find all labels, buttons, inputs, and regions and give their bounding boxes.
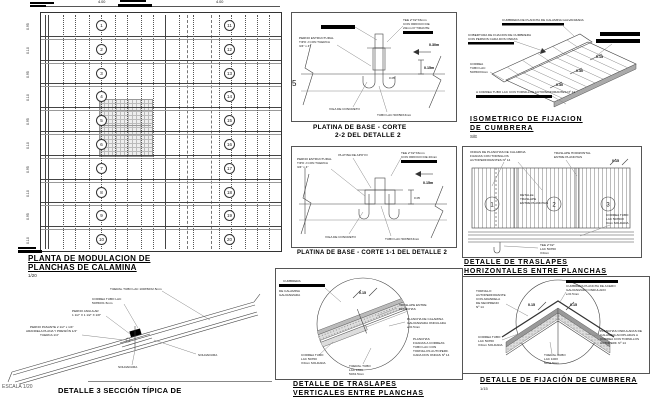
plan-left-dim: 0.10 <box>26 237 30 245</box>
left-hatch-band <box>506 313 558 353</box>
label-tubo: TUBO LAC 50X50X3mm <box>377 113 412 117</box>
plan-sheet-number: 2 <box>96 44 107 55</box>
label-correa: CORREA TUBO <box>478 335 501 339</box>
leader-line <box>387 26 403 42</box>
label-correa: X3mm SOLDADA <box>478 343 503 347</box>
j-bolt-right <box>389 194 399 219</box>
leader-line <box>337 45 371 66</box>
label-tornillo: AUTOPERFORANTE <box>476 293 506 297</box>
plan-fastener-row <box>115 15 116 249</box>
traslv-title-line1: DETALLE DE TRASLAPES <box>293 381 397 388</box>
label-tee: X3mm <box>540 251 549 255</box>
dim-tick <box>622 159 628 165</box>
dim-005: 0.05 <box>414 196 421 200</box>
dim-015-right: 0.15 <box>570 303 577 307</box>
label-tee: TEE 2"X2"X3mm <box>401 151 425 155</box>
label-tijeral: 50X2.5mm <box>544 361 559 365</box>
label-angular: 1 1/2" X 1 1/2" X 1/8" <box>72 313 101 317</box>
label-tijeral: LAC 100X <box>349 368 364 372</box>
label-traslape: ENTRE PLANCHAS <box>554 155 583 159</box>
redacted-label-bar <box>279 284 325 287</box>
leader-line <box>381 206 391 236</box>
label-tubo: TUBO LAC 50X50X3mm <box>385 237 420 241</box>
redacted-label-bar <box>401 160 437 163</box>
plan-fastener-row <box>269 15 270 249</box>
label-platina: PLATINA DE APOYO <box>338 153 368 157</box>
dim-015: 0.15m <box>424 66 435 70</box>
label-angular: PERNO ANGULAR <box>72 309 99 313</box>
label-cumbrera2: DE CALAMINA <box>279 289 300 293</box>
hook-bolt <box>494 242 500 253</box>
plan-fastener-row <box>153 15 154 249</box>
plan-sheet-number: 19 <box>224 210 235 221</box>
north-flag-icon <box>413 49 419 55</box>
plan-fastener-row <box>89 15 90 249</box>
isometrico-drawing <box>462 10 646 112</box>
label-detalle: DETALLE <box>520 193 534 197</box>
label-fijacion: A CORREA TUBO LAC CON TORNILLOS AUTOPERFORANTES Nº 14 <box>476 90 576 94</box>
arrowhead <box>540 48 546 54</box>
redacted-label-bar <box>468 42 514 45</box>
redacted-label-bar <box>120 0 146 2</box>
leader-line <box>132 350 135 365</box>
plan-title-line1: PLANTA DE MODULACION DE <box>28 254 151 263</box>
leader-line <box>562 25 574 36</box>
label-correa: CORREA TUBO <box>301 353 324 357</box>
dim-015: 0.15m <box>423 181 434 185</box>
north-flag-icon <box>415 171 421 177</box>
leader-line <box>391 158 401 176</box>
break-line <box>431 186 443 238</box>
leader-line <box>162 291 210 320</box>
redacted-label-bar <box>596 39 640 43</box>
plan-fastener-row <box>127 15 128 249</box>
label-perno: TIPO J CON TUERCA <box>299 40 330 44</box>
panel-traslapes-verticales <box>275 268 463 400</box>
label-perno: 3/4" x 4" <box>297 165 309 169</box>
tube-stub <box>375 34 383 48</box>
label-fijadas: FIJADAS A CORREAS <box>413 341 445 345</box>
label-correa: LAC 50X50 <box>301 357 317 361</box>
label-fijadas: PLANCHAS <box>413 337 430 341</box>
label-planchas: CORREA CON TORNILLOS <box>600 337 640 341</box>
detalle3-title: DETALLE 3 SECCIÓN TÍPICA DE <box>58 386 182 395</box>
label-ondas: ONDAS DE PLANCHAS DE CALAMINA <box>470 150 526 154</box>
label-tee: CON ORIFICIO DE <box>403 22 430 26</box>
label-tijeral: TIJERAL TUBO <box>349 364 371 368</box>
left-sheet <box>506 308 558 347</box>
label-pasante: ARANDELA PLANA Y PRESIÓN 1/4" <box>26 329 78 333</box>
break-line <box>303 44 313 105</box>
sheet-number: 2 <box>552 202 556 209</box>
label-perno: PERNO ESTRUCTURAL <box>297 157 332 161</box>
plan-sheet-number: 6 <box>96 139 107 150</box>
label-traslape: TRASLAPE ENTRE <box>399 303 427 307</box>
tijeral-chord-line <box>15 312 257 382</box>
leader-line <box>389 322 405 326</box>
plan-sheet-number: 3 <box>96 68 107 79</box>
traslv-title-line2: VERTICALES ENTRE PLANCHAS <box>293 390 424 397</box>
plan-top-dim-1: 4.00 <box>98 0 106 4</box>
label-tee: TEE 2"X2" <box>540 243 555 247</box>
ridge-cap-dividers <box>507 40 579 75</box>
plan-sheet-number: 20 <box>224 234 235 245</box>
label-tornillo: CON ARANDELA <box>476 297 501 301</box>
leader-line <box>363 348 371 364</box>
panel-corte-2-2 <box>291 12 457 144</box>
label-cumbrera: GALVANIZADO ONDULADO <box>566 288 606 292</box>
label-cumbrera: e=0.5mm <box>566 292 579 296</box>
sheet-number: 1 <box>490 202 494 209</box>
label-viga: VIGA DE CONCRETO <box>329 107 360 111</box>
leader-line <box>490 72 504 80</box>
label-correa: LAC 50X50 <box>478 339 494 343</box>
base-plate <box>365 190 375 204</box>
label-fijadas: TUBO LAC CON <box>413 345 437 349</box>
label-tee: LAC 50X50 <box>540 247 556 251</box>
plan-top-dim-2: 4.00 <box>216 0 224 4</box>
label-cobertura: COBERTURA DE FIJACION DE CUMBRERA <box>468 33 532 37</box>
dim-015: 0.15 <box>612 159 619 163</box>
isometrico-title-line2: DE CUMBRERA <box>470 125 534 132</box>
frame-rule <box>88 381 272 382</box>
panel-detalle-3 <box>2 280 272 400</box>
label-tee: TEE 2"X2"X3mm <box>403 18 427 22</box>
plan-sheet-number: 14 <box>224 91 235 102</box>
label-correa: X3mm SOLDADA <box>301 361 326 365</box>
plan-left-dim: 0.95 <box>26 23 30 30</box>
sheet-number: 3 <box>606 202 610 209</box>
panel-fijacion-cumbrera <box>462 276 650 400</box>
plan-left-dim: 0.95 <box>26 70 30 78</box>
leader-line <box>504 246 538 248</box>
plan-fastener-row <box>75 15 76 249</box>
j-bolt-left <box>359 194 369 219</box>
dim-030: 0.30 <box>576 69 583 73</box>
plan-left-dim: 0.95 <box>26 118 30 126</box>
label-perno: TIPO J CON TUERCA <box>297 161 328 165</box>
label-planchas: CALAMINA ACOPLADAS A <box>600 333 638 337</box>
label-detalle: TRASLAPE <box>520 197 537 201</box>
leader-line <box>514 41 546 52</box>
label-cumbrera: CUMBRERA DE PLANCHA DE CALAMINA GALVANIZADA <box>502 18 584 22</box>
redacted-label-bar <box>30 2 54 4</box>
isometrico-title-line1: ISOMETRICO DE FIJACION <box>470 116 583 123</box>
label-pasante: PERNO PASANTE 2 1/2" x 1/4" <box>30 325 74 329</box>
break-line <box>429 56 441 108</box>
label-cumbrera2: GALVANIZADA <box>279 293 301 297</box>
redacted-label-bar <box>476 95 552 98</box>
panel-plan <box>26 0 284 280</box>
leader-line <box>560 292 566 302</box>
redacted-label-bar <box>18 250 42 253</box>
corte22-drawing <box>291 12 455 120</box>
label-detalle: ENTRE PLANCHAS <box>520 201 549 205</box>
plan-sheet-number: 10 <box>96 234 107 245</box>
label-perno: PERNO ESTRUCTURAL <box>299 36 334 40</box>
redacted-label-bar <box>30 5 46 7</box>
label-fijadas: TORNILLOS AUTOPERF. <box>413 349 449 353</box>
tube-stub <box>375 178 385 190</box>
plan-sheet-number: 7 <box>96 163 107 174</box>
label-tee: 20mm P/ TIRANTE <box>403 26 430 30</box>
plan-fastener-row <box>141 15 142 249</box>
correa-section-block <box>129 328 141 337</box>
label-correa: CORREA TUBO LAC <box>92 297 122 301</box>
label-plancha: GALVANIZADA ONDULADA <box>407 321 447 325</box>
plan-left-dim: 0.95 <box>26 165 30 173</box>
plan-scale: 1/20 <box>28 273 37 278</box>
label-tornillo: TORNILLO <box>476 289 492 293</box>
plan-top-dim-line <box>40 6 280 7</box>
label-tijeral: LAC 100X <box>544 357 559 361</box>
label-ondas: AUTOPERFORANTES Nº 14 <box>470 158 511 162</box>
corte11-drawing <box>291 146 455 246</box>
plan-left-dim: 0.10 <box>26 142 30 149</box>
label-correa: 50X50X3mm <box>470 70 488 74</box>
redacted-label-bar <box>18 247 36 249</box>
plan-fastener-row <box>179 15 180 249</box>
base-plate <box>385 190 395 204</box>
fijacion-drawing <box>462 276 648 372</box>
label-correa: LAC 50X50X <box>606 217 624 221</box>
fijacion-scale: 1/15 <box>480 386 488 391</box>
panel-corte-1-1 <box>291 146 457 266</box>
label-tijeral: 50X2.5mm <box>349 372 364 376</box>
label-correa: TUBO LAC <box>470 66 486 70</box>
plan-fastener-row <box>219 15 220 249</box>
redacted-label-bar <box>502 23 564 26</box>
plan-sheet-number: 15 <box>224 115 235 126</box>
plan-grid <box>40 12 282 252</box>
plan-sheet-number: 18 <box>224 187 235 198</box>
label-correa: 3mm SOLDADA <box>606 221 629 225</box>
redacted-label-bar <box>321 25 355 29</box>
detalle3-escala: ESCALA 1/20 <box>2 384 33 390</box>
label-traslape: TRASLAPE HORIZONTAL <box>554 151 591 155</box>
redacted-label-bar <box>566 280 618 283</box>
plan-left-dim: 0.95 <box>26 213 30 221</box>
leader-line <box>124 304 138 328</box>
label-cumbrera: CUMBRERA PLANCHA DE ACERO <box>566 284 616 288</box>
traslh-drawing <box>462 146 640 256</box>
traslv-drawing <box>275 268 461 378</box>
leader-line <box>106 316 130 334</box>
plan-sheet-number: 16 <box>224 139 235 150</box>
leader-line <box>355 27 377 40</box>
label-ondas: FIJADAS CON TORNILLOS <box>470 154 509 158</box>
plan-sheet-number: 17 <box>224 163 235 174</box>
dim-015-left: 0.15 <box>528 303 535 307</box>
plan-sheet-number: 11 <box>224 20 235 31</box>
plan-sheet-number: 8 <box>96 187 107 198</box>
label-correa: CORREA TUBO <box>606 213 629 217</box>
leader-line <box>349 212 363 234</box>
plan-sheet-number: 4 <box>96 91 107 102</box>
leader-line <box>379 86 387 112</box>
dim-015: 0.15 <box>359 291 366 295</box>
label-tornillo: DE NEOPRENO <box>476 301 499 305</box>
label-perno: 3/4" x 4" <box>299 44 311 48</box>
fijacion-title: DETALLE DE FIJACIÓN DE CUMBRERA <box>480 377 638 384</box>
label-plancha: e=0.5mm <box>407 325 420 329</box>
plan-title-line2: PLANCHAS DE CALAMINA <box>28 263 137 272</box>
label-cobertura: CON PERNOS CADA DOS ONDAS <box>468 37 518 41</box>
corte11-title: PLATINA DE BASE - CORTE 1-1 DEL DETALLE 2 <box>297 250 448 256</box>
label-viga: VIGA DE CONCRETO <box>325 235 356 239</box>
label-correa: CORREA <box>470 62 484 66</box>
leader-line <box>353 158 371 188</box>
label-traslape: PLANCHAS <box>399 307 416 311</box>
plan-sheet-number: 1 <box>96 20 107 31</box>
redacted-label-bar <box>403 31 433 34</box>
plan-sheet-number: 12 <box>224 44 235 55</box>
plan-left-dim: 0.10 <box>26 94 30 102</box>
label-cumbrera: CUMBRERA <box>283 279 301 283</box>
edge-number: 5 <box>292 79 297 88</box>
detalle3-drawing <box>2 280 272 384</box>
corte22-title-line2: 2-2 DEL DETALLE 2 <box>335 132 401 139</box>
plan-hatch-divider <box>99 125 151 126</box>
dim-tick <box>369 288 377 296</box>
dim-030: 0.30 <box>556 83 563 87</box>
plan-sheet-number: 5 <box>96 115 107 126</box>
plan-fastener-row <box>193 15 194 249</box>
plan-fastener-row <box>257 15 258 249</box>
leader-line <box>82 335 124 340</box>
plan-sheet-number: 13 <box>224 68 235 79</box>
label-soldadura: SOLDADURA <box>198 353 218 357</box>
label-tijeral: TIJERAL TUBO <box>544 353 566 357</box>
label-pasante: TUERCA 1/4" <box>40 333 59 337</box>
label-planchas: PLANCHAS ONDULADAS DE <box>600 329 642 333</box>
label-tornillo: Nº 14 <box>476 305 484 309</box>
isometrico-scale: S/E <box>470 134 478 139</box>
label-soldadura: SOLDADURA <box>118 365 138 369</box>
tijeral-chord-line <box>12 302 254 372</box>
redacted-label-bar <box>600 32 640 36</box>
plan-fastener-row <box>245 15 246 249</box>
label-planchas: AUTOPERF. Nº 14 <box>600 341 626 345</box>
label-tijeral: TIJERAL TUBO LAC 100X50X2.5mm <box>110 287 162 291</box>
plan-left-dim: 0.10 <box>26 46 30 54</box>
traslh-title-line2: HORIZONTALES ENTRE PLANCHAS <box>464 268 607 275</box>
traslh-title-line1: DETALLE DE TRASLAPES <box>464 259 568 266</box>
dim-030: 0.30m <box>429 43 440 47</box>
leader-line <box>154 340 196 354</box>
plan-fastener-row <box>63 15 64 249</box>
panel-traslapes-horizontales <box>462 146 642 280</box>
dim-015: 0.15 <box>596 55 603 59</box>
leader-line <box>353 82 367 107</box>
leader-line <box>331 169 365 196</box>
label-plancha: PLANCHA DE CALAMINA <box>407 317 444 321</box>
label-correa: 50X50X1.5mm <box>92 301 113 305</box>
label-tee: CON ORIFICIO DE 20mm <box>401 155 438 159</box>
panel-isometrico <box>462 10 646 140</box>
plan-sheet-number: 9 <box>96 210 107 221</box>
label-fijadas: CADA DOS ONDAS Nº 14 <box>413 353 450 357</box>
dim-005: 0.05 <box>389 76 396 80</box>
corte22-title-line1: PLATINA DE BASE - CORTE <box>313 124 407 131</box>
roof-thickness-edge <box>554 64 636 107</box>
redacted-label-bar <box>118 4 152 7</box>
plan-left-dim: 0.10 <box>26 189 30 197</box>
